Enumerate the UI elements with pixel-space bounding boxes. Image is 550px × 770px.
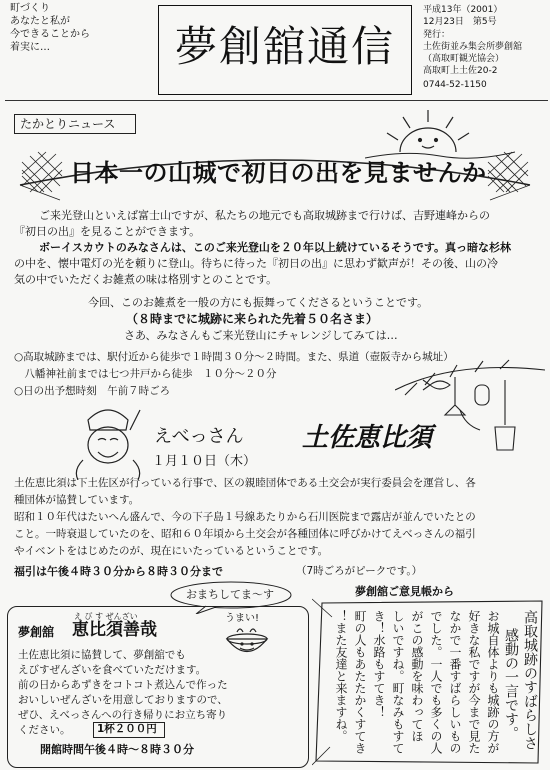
impression-column: でした。一人でも多くの人 [429,610,443,754]
zenzai-ruby: え び す ぜんざい [74,612,138,621]
zenzai-line: えびすぜんざいを食べていただけます。 [18,664,207,676]
fukubiki-hours: 福引は午後４時３０分から８時３０分まで [14,565,223,578]
zenzai-line: ぜひ、えべっさんへの行き帰りにお立ち寄り [18,709,228,721]
ebessan-paragraph: こと。一時衰退していたのを、昭和６０年頃から土交会が各種団体に呼びかけてえべっさんの福引 [14,528,476,540]
impression-column: 高取城跡のすばらしさ [522,610,538,750]
access-line: ○高取城跡までは、駅付近から徒歩で１時間３０分～２時間。また、県道（壺阪寺から城址） [14,351,454,363]
publisher-phone: 0744-52-1150 [423,80,487,90]
news-paragraph: の中を、懐中電灯の光を頼りに登山。待ちに待った『初日の出』に思わず歓声が！その後、山の冷 [14,257,498,270]
impressions-text [322,608,538,760]
ebessan-paragraph: やイベントをはじめたのが、現在にいたっているということです。 [14,545,329,557]
publisher-address: 高取町上土佐20-2 [423,66,498,76]
impression-column: がこの感動を味わってほ [410,610,424,742]
impressions-title: 夢創舘ご意見帳から [355,585,454,598]
publisher-label: 発行： [423,30,451,40]
impression-column: ！また友達と来ますね。 [334,610,348,742]
impression-column: しいですね。町なみもすて [391,610,405,754]
ebessan-big-title: 土佐恵比須 [302,423,433,453]
ebessan-paragraph: 土佐恵比須は下土佐区が行っている行事で、区の親睦団体である土交会が実行委員会を運営し、各 [14,477,476,489]
masthead-title: 夢創舘通信 [175,22,396,71]
zenzai-line: 前の日からあずきをコトコト煮込んで作った [18,679,228,691]
ebessan-paragraph: 昭和１０年代はたいへん盛んで、今の下子島１号線あたりから石川医院まで露店が並んでいたとの [14,511,476,523]
speech-text: おまちしてま～す [186,588,274,601]
header-rule [5,100,548,101]
zenzai-line: おいしいぜんざいを用意しておりますので、 [18,694,228,706]
lattice-decoration-left [22,152,62,192]
umai-text: うまい! [225,613,260,624]
zenzai-line: 土佐恵比須に協賛して、夢創舘でも [18,649,186,661]
access-line: ○日の出予想時刻 午前７時ごろ [14,385,171,397]
invitation: さあ、みなさんもご来光登山にチャレンジしてみては… [124,329,398,342]
ebisu-illustration [68,400,148,480]
impression-column: 好きな私ですが今まで見た [467,610,481,754]
zoni-announcement: 今回、このお雑煮を一般の方にも振舞ってくださるということです。 [88,296,429,309]
impression-column: 町の人もあたたかくすてき [353,610,367,754]
zenzai-price: 1杯２００円 [97,723,157,735]
issue-number: 12月23日 第5号 [423,17,497,27]
news-paragraph: ご来光登山といえば富士山ですが、私たちの地元でも高取城跡まで行けば、吉野連峰からの [28,209,490,222]
impression-column: なかで一番すばらしいもの [448,610,462,754]
zenzai-hours: 開館時間午後４時～８時３０分 [40,743,194,756]
motto-line: 着実に… [10,42,50,53]
issue-date: 平成13年（2001） [423,5,503,15]
fukubiki-note: （7時ごろがピークです。） [296,565,423,577]
motto-line: 町づくり [10,3,50,14]
section-label: たかとりニュース [20,117,116,131]
headline: 日本一の山城で初日の出を見ませんか [70,159,487,187]
impression-column: き！水路もすてき！ [372,610,386,718]
zenzai-bowl-icon [222,624,272,664]
fish-icon [423,380,450,390]
koban-icon [475,385,489,405]
news-paragraph: ボーイスカウトのみなさんは、このご来光登山を２０年以上続けているそうです。真っ暗な杉林 [28,241,512,254]
ebessan-paragraph: 種団体が協賛しています。 [14,494,140,506]
zenzai-house: 夢創舘 [18,625,55,639]
zenzai-title: 恵比須善哉 [72,620,157,640]
ebessan-title: えべっさん [154,426,244,447]
motto-line: 今できることから [10,29,90,40]
news-paragraph: 『初日の出』を見ることができます。 [14,225,201,238]
publisher-org: （高取町観光協会） [423,54,505,64]
publisher-name: 土佐街並み集会所夢創舘 [423,42,523,52]
limit-note: （８時までに城跡に来られた先着５０名さま） [126,312,379,326]
impression-column: 感動の一言です。 [503,628,519,740]
motto-line: あなたと私が [10,16,70,27]
ebessan-date: １月１０日（木） [152,454,257,469]
access-line: 八幡神社前までは七つ井戸から徒歩 １０分～２０分 [14,368,277,380]
news-paragraph: 気の中でいただくお雑煮の味は格別すとのことです。 [14,273,278,286]
impression-column: お城自体よりも城跡の方が [486,610,500,754]
zenzai-line: ください。 [18,724,71,736]
lantern-icon [495,380,515,450]
lattice-decoration-right [488,152,528,192]
